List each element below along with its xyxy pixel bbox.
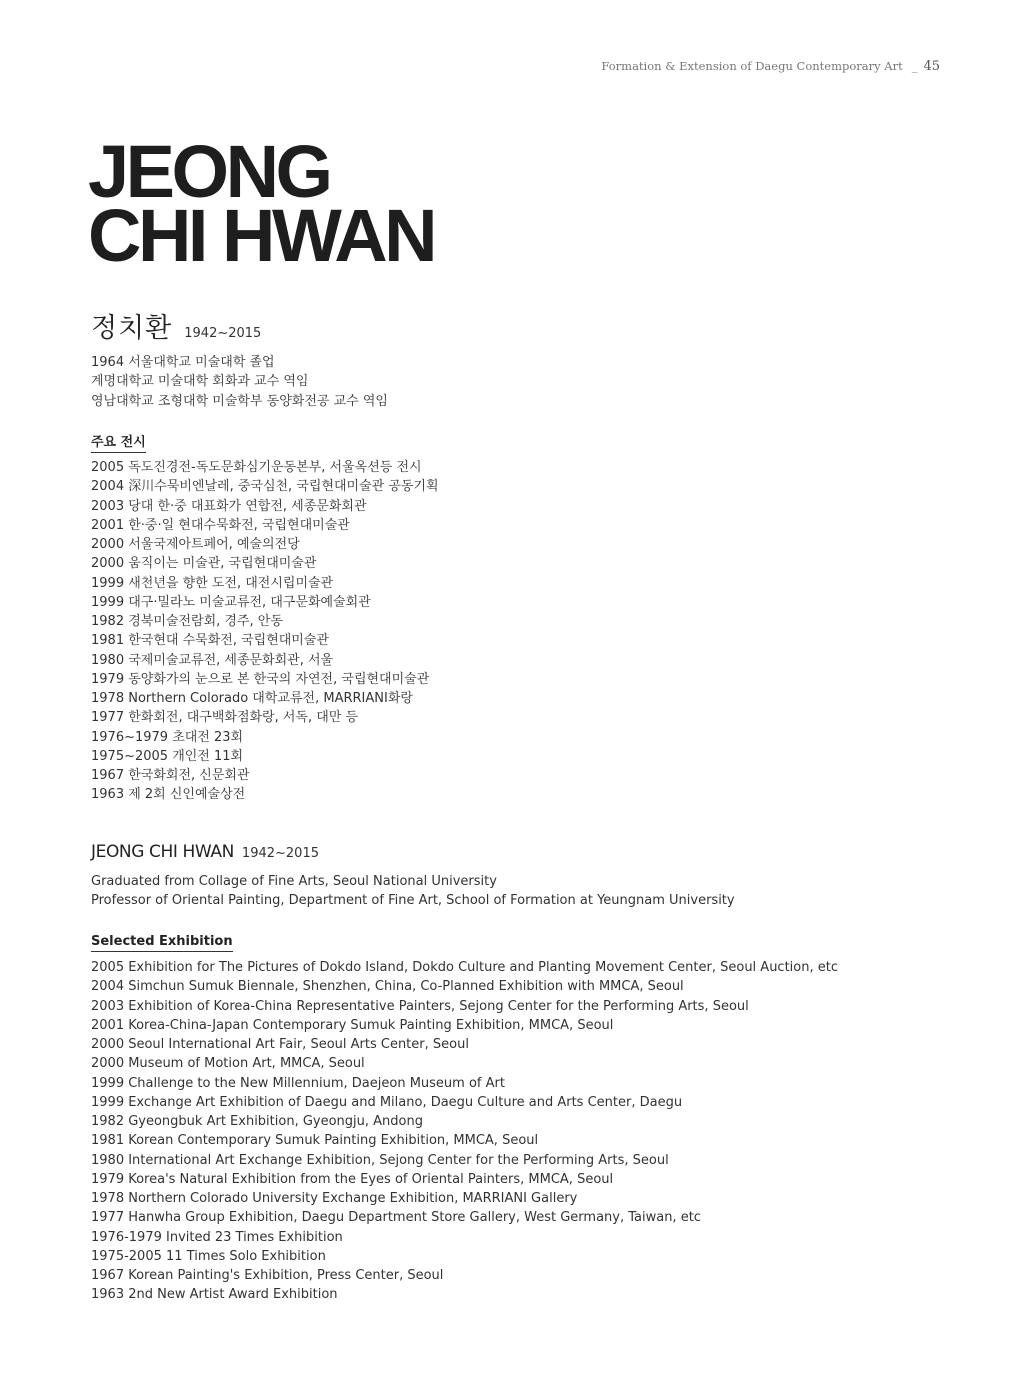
- korean-exhibition-item: 2004 深川수묵비엔날레, 중국심천, 국립현대미술관 공동기획: [91, 479, 439, 495]
- title-line-2: CHI HWAN: [88, 194, 435, 277]
- korean-exhibition-item: 1979 동양화가의 눈으로 본 한국의 자연전, 국립현대미술관: [91, 671, 430, 687]
- running-header: [601, 59, 940, 74]
- english-exhibition-item: 1999 Challenge to the New Millennium, Daejeon Museum of Art: [91, 1075, 505, 1091]
- english-exhibition-item: 2000 Seoul International Art Fair, Seoul Arts Center, Seoul: [91, 1037, 469, 1052]
- english-exhibition-item: 1981 Korean Contemporary Sumuk Painting Exhibition, MMCA, Seoul: [91, 1133, 539, 1149]
- english-exhibition-item: 1979 Korea's Natural Exhibition from the Eyes of Oriental Painters, MMCA, Seoul: [91, 1171, 614, 1187]
- artist-title: [88, 130, 435, 277]
- korean-exhibition-item: 2000 움직이는 미술관, 국립현대미술관: [91, 556, 317, 572]
- korean-exhibition-item: 1980 국제미술교류전, 세종문화회관, 서울: [91, 652, 334, 668]
- english-exhibition-item: 1980 International Art Exchange Exhibition, Sejong Center for the Performing Arts, Seoul: [91, 1152, 669, 1168]
- english-exhibition-item: 1982 Gyeongbuk Art Exhibition, Gyeongju, Andong: [91, 1114, 423, 1129]
- english-bio: [91, 872, 735, 911]
- english-name-block: [91, 842, 319, 862]
- english-exhibition-item: 2001 Korea-China-Japan Contemporary Sumuk Painting Exhibition, MMCA, Seoul: [91, 1017, 614, 1033]
- korean-exhibition-item: 1975~2005 개인전 11회: [91, 748, 244, 764]
- korean-exhibition-item: 1999 대구·밀라노 미술교류전, 대구문화예술회관: [91, 594, 371, 610]
- header-separator: _: [911, 59, 918, 73]
- korean-exhibitions-heading-wrap: [91, 431, 146, 453]
- korean-exhibition-item: 1977 한화회전, 대구백화점화랑, 서독, 대만 등: [91, 710, 359, 726]
- korean-exhibition-item: 2003 당대 한·중 대표화가 연합전, 세종문화회관: [91, 498, 367, 514]
- korean-years: 1942~2015: [184, 326, 262, 341]
- korean-bio: [91, 353, 388, 411]
- title-line-1: JEONG: [88, 130, 330, 213]
- page-number: 45: [923, 59, 940, 74]
- korean-exhibition-item: 1976~1979 초대전 23회: [91, 729, 244, 745]
- korean-exhibition-item: 1978 Northern Colorado 대학교류전, MARRIANI화랑: [91, 691, 413, 706]
- korean-bio-line: 계명대학교 미술대학 회화과 교수 역임: [91, 374, 309, 390]
- korean-exhibition-item: 2001 한·중·일 현대수묵화전, 국립현대미술관: [91, 517, 350, 533]
- korean-exhibition-item: 1967 한국화회전, 신문회관: [91, 768, 250, 783]
- korean-exhibition-item: 1982 경북미술전람회, 경주, 안동: [91, 614, 283, 629]
- english-exhibition-item: 2000 Museum of Motion Art, MMCA, Seoul: [91, 1056, 365, 1072]
- english-bio-line: Graduated from Collage of Fine Arts, Seoul National University: [91, 874, 497, 889]
- english-exhibition-item: 2005 Exhibition for The Pictures of Dokdo Island, Dokdo Culture and Planting Movement Center, Seoul Auction, etc: [91, 960, 838, 975]
- english-exhibition-item: 1967 Korean Painting's Exhibition, Press Center, Seoul: [91, 1268, 444, 1283]
- korean-exhibitions-list: [91, 458, 439, 805]
- korean-exhibitions-heading: 주요 전시: [91, 435, 146, 453]
- english-exhibitions-heading: Selected Exhibition: [91, 934, 233, 952]
- english-exhibition-item: 1978 Northern Colorado University Exchange Exhibition, MARRIANI Gallery: [91, 1191, 578, 1206]
- korean-exhibition-item: 1963 제 2회 신인예술상전: [91, 787, 246, 803]
- korean-name-block: [91, 306, 261, 345]
- korean-bio-line: 영남대학교 조형대학 미술학부 동양화전공 교수 역임: [91, 393, 388, 409]
- korean-bio-line: 1964 서울대학교 미술대학 졸업: [91, 355, 275, 370]
- english-exhibitions-heading-wrap: [91, 930, 233, 952]
- english-exhibition-item: 1976-1979 Invited 23 Times Exhibition: [91, 1229, 343, 1245]
- english-exhibitions-list: [91, 958, 838, 1305]
- english-exhibition-item: 2004 Simchun Sumuk Biennale, Shenzhen, China, Co-Planned Exhibition with MMCA, Seoul: [91, 979, 684, 995]
- korean-name: 정치환: [91, 313, 173, 344]
- english-exhibition-item: 1975-2005 11 Times Solo Exhibition: [91, 1248, 326, 1264]
- english-exhibition-item: 1999 Exchange Art Exhibition of Daegu and Milano, Daegu Culture and Arts Center, Daegu: [91, 1094, 683, 1110]
- korean-exhibition-item: 2000 서울국제아트페어, 예술의전당: [91, 537, 300, 552]
- english-years: 1942~2015: [241, 846, 319, 861]
- english-bio-line: Professor of Oriental Painting, Department of Fine Art, School of Formation at Yeungnam University: [91, 893, 735, 909]
- korean-exhibition-item: 2005 독도진경전-독도문화심기운동본부, 서울옥션등 전시: [91, 460, 422, 475]
- english-exhibition-item: 1977 Hanwha Group Exhibition, Daegu Department Store Gallery, West Germany, Taiwan, etc: [91, 1210, 701, 1226]
- english-exhibition-item: 1963 2nd New Artist Award Exhibition: [91, 1287, 338, 1303]
- korean-exhibition-item: 1981 한국현대 수묵화전, 국립현대미술관: [91, 633, 329, 649]
- english-exhibition-item: 2003 Exhibition of Korea-China Representative Painters, Sejong Center for the Performing Arts, Seoul: [91, 998, 749, 1014]
- korean-exhibition-item: 1999 새천년을 향한 도전, 대전시립미술관: [91, 575, 334, 591]
- english-name: JEONG CHI HWAN: [91, 842, 234, 862]
- running-title: Formation & Extension of Daegu Contemporary Art: [601, 59, 903, 73]
